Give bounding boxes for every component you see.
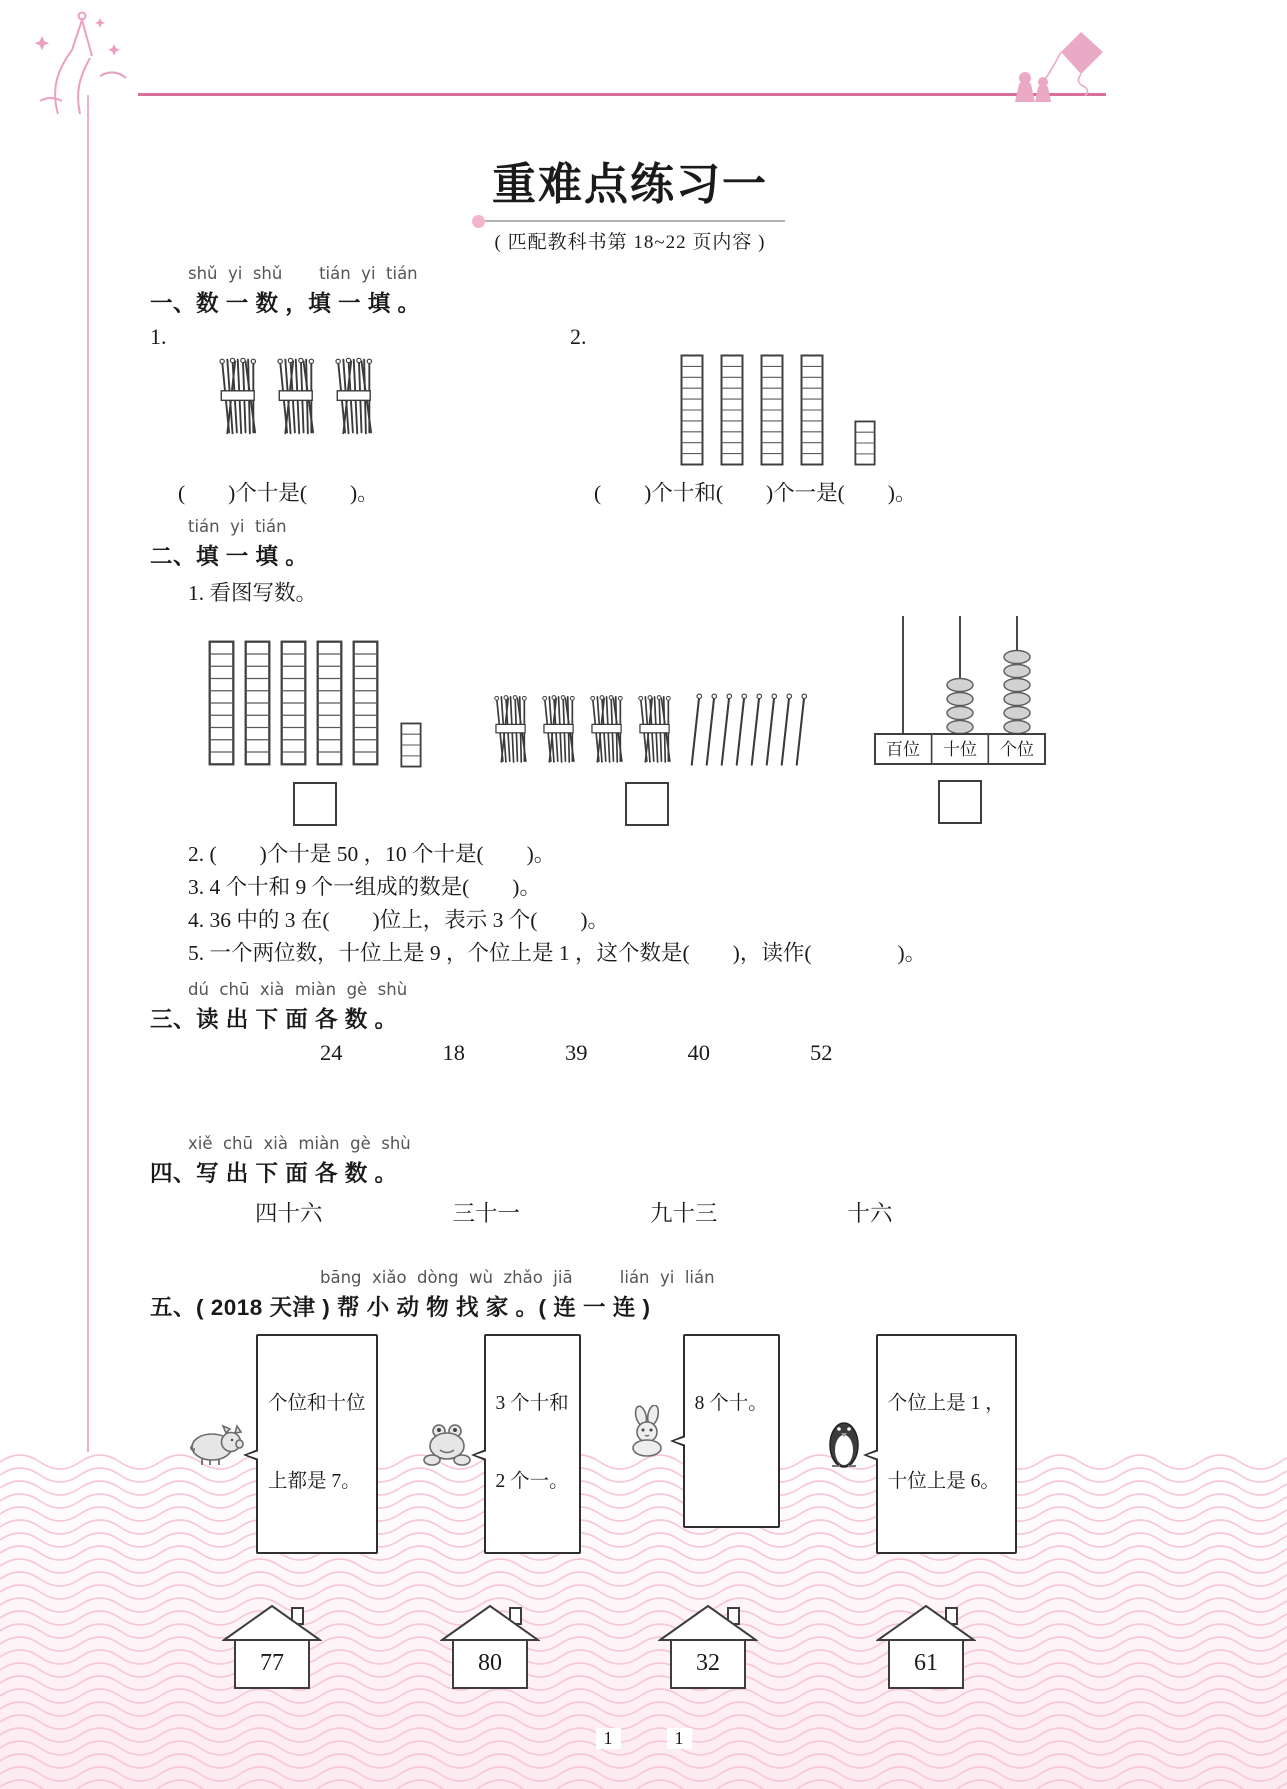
stick-bundles-figure [210, 354, 570, 438]
loose-stick [793, 692, 808, 768]
bubble-line: 上都是 7。 [268, 1471, 361, 1492]
footer-page-number: 1 [596, 1728, 621, 1749]
pig-speech-bubble [256, 1334, 378, 1554]
frog-icon [422, 1421, 472, 1467]
numbers-to-read [320, 1040, 1110, 1066]
section-2-heading: 二、填 一 填 。 [150, 544, 309, 569]
header-rule [138, 93, 1106, 96]
kids-kite-decoration [995, 28, 1115, 108]
item-1-answer-line: ( )个十是( )。 [178, 481, 379, 505]
house-shape [658, 1600, 758, 1692]
ten-cube-tower [208, 638, 235, 768]
word-item: 九十三 [650, 1201, 718, 1226]
section-1-pinyin: shǔ yi shǔ tián yi tián [188, 264, 418, 283]
stick-figure-group [486, 616, 808, 826]
item-1-number: 1. [150, 324, 167, 349]
number-item: 40 [687, 1040, 710, 1065]
bubble-line: 十位上是 6。 [887, 1471, 1000, 1492]
bubble-line: 3 个十和 [495, 1393, 569, 1414]
section-1-heading: 一、数 一 数 ，填 一 填 。 [150, 291, 421, 316]
word-item: 三十一 [452, 1201, 521, 1226]
answer-box [625, 782, 669, 826]
cube-figure-group [208, 616, 422, 826]
section-2-sub1: 1. 看图写数。 [188, 581, 318, 605]
cube-towers-figure [680, 354, 1110, 466]
numbers-to-write [255, 1196, 1110, 1228]
penguin-speech-bubble [876, 1334, 1017, 1554]
section-2-sub3: 3. 4 个十和 9 个一组成的数是( )。 [188, 875, 541, 899]
wand-stars-decoration [20, 6, 145, 118]
title-dot [472, 215, 485, 228]
ten-cube-tower [680, 354, 704, 466]
word-item: 四十六 [255, 1201, 323, 1226]
animal-clues-row [188, 1334, 1110, 1554]
pig-clue [188, 1334, 378, 1554]
loose-stick [763, 692, 778, 768]
section-1-items [150, 318, 1110, 507]
worksheet-content [150, 148, 1110, 1692]
stick-bundle [582, 690, 628, 768]
house-shape [876, 1600, 976, 1692]
section-2-pinyin: tián yi tián [188, 517, 287, 536]
bubble-line: 个位上是 1 ， [887, 1393, 1005, 1414]
penguin-icon [824, 1417, 864, 1471]
place-value-abacus [872, 616, 1048, 766]
bubble-line: 2 个一。 [495, 1471, 569, 1492]
ten-cube-tower [800, 354, 824, 466]
stick-bundle [630, 690, 676, 768]
house-shape [222, 1600, 322, 1692]
number-item: 39 [565, 1040, 588, 1065]
footer-page-number: 1 [667, 1728, 692, 1749]
number-item: 52 [810, 1040, 833, 1065]
frog-clue [422, 1334, 581, 1554]
house-61 [876, 1600, 976, 1692]
loose-stick [718, 692, 733, 768]
pig-icon [188, 1422, 244, 1466]
house-80 [440, 1600, 540, 1692]
loose-stick [688, 692, 703, 768]
item-2-answer-line: ( )个十和( )个一是( )。 [594, 481, 917, 505]
section-3-pinyin: dú chū xià miàn gè shù [188, 980, 408, 999]
ten-cube-tower [280, 638, 307, 768]
abacus-figure-group [872, 616, 1048, 824]
ten-cube-tower [352, 638, 379, 768]
loose-stick [778, 692, 793, 768]
house-number: 80 [478, 1650, 502, 1676]
left-border-rule [87, 95, 89, 1453]
stick-bundle [268, 354, 320, 438]
ten-cube-tower [720, 354, 744, 466]
house-number: 32 [696, 1650, 720, 1676]
ten-cube-tower [760, 354, 784, 466]
page-title: 重难点练习一 [492, 160, 768, 209]
small-cube-block [854, 420, 876, 466]
ten-cube-tower [316, 638, 343, 768]
section-5-heading: 五、( 2018 天津 ) 帮 小 动 物 找 家 。( 连 一 连 ) [150, 1295, 651, 1320]
word-item: 十六 [847, 1201, 893, 1226]
abacus-label-hundreds: 百位 [886, 740, 920, 759]
stick-bundle [210, 354, 262, 438]
abacus-label-tens: 十位 [943, 740, 977, 759]
number-item: 24 [320, 1040, 343, 1065]
section-4-heading: 四、写 出 下 面 各 数 。 [150, 1161, 398, 1186]
small-cube-block [400, 722, 422, 768]
house-number: 61 [914, 1650, 938, 1676]
rabbit-icon [625, 1405, 671, 1457]
stick-bundle [486, 690, 532, 768]
page-subtitle: ( 匹配教科书第 18~22 页内容 ) [494, 232, 766, 253]
section-2-sub5: 5. 一个两位数，十位上是 9 ，个位上是 1 ，这个数是( )，读作( )。 [188, 941, 927, 965]
ten-cube-tower [244, 638, 271, 768]
section-2-figures [208, 616, 1110, 826]
stick-bundle [534, 690, 580, 768]
item-2-number: 2. [570, 324, 587, 349]
stick-bundle [326, 354, 378, 438]
loose-stick [733, 692, 748, 768]
section-5-pinyin: bāng xiǎo dòng wù zhǎo jiā lián yi lián [320, 1268, 715, 1287]
page-footer [0, 1728, 1287, 1749]
section-3-heading: 三、读 出 下 面 各 数 。 [150, 1007, 398, 1032]
house-shape [440, 1600, 540, 1692]
rabbit-speech-bubble [683, 1334, 780, 1528]
answer-box [938, 780, 982, 824]
number-item: 18 [442, 1040, 465, 1065]
frog-speech-bubble [484, 1334, 581, 1554]
title-underline [475, 220, 785, 222]
rabbit-clue [625, 1334, 780, 1528]
loose-stick [703, 692, 718, 768]
loose-sticks [688, 692, 808, 768]
penguin-clue [824, 1334, 1017, 1554]
houses-row [222, 1600, 1110, 1692]
item-2 [570, 318, 1110, 507]
house-32 [658, 1600, 758, 1692]
loose-stick [748, 692, 763, 768]
item-1 [150, 318, 570, 507]
section-2-sub4: 4. 36 中的 3 在( )位上，表示 3 个( )。 [188, 908, 610, 932]
bubble-line: 8 个十。 [694, 1393, 768, 1414]
house-77 [222, 1600, 322, 1692]
abacus-label-ones: 个位 [1000, 740, 1034, 759]
section-4-pinyin: xiě chū xià miàn gè shù [188, 1134, 411, 1153]
bubble-line: 个位和十位 [268, 1393, 366, 1414]
house-number: 77 [260, 1650, 284, 1676]
answer-box [293, 782, 337, 826]
section-2-sub2: 2. ( )个十是 50 ，10 个十是( )。 [188, 842, 556, 866]
